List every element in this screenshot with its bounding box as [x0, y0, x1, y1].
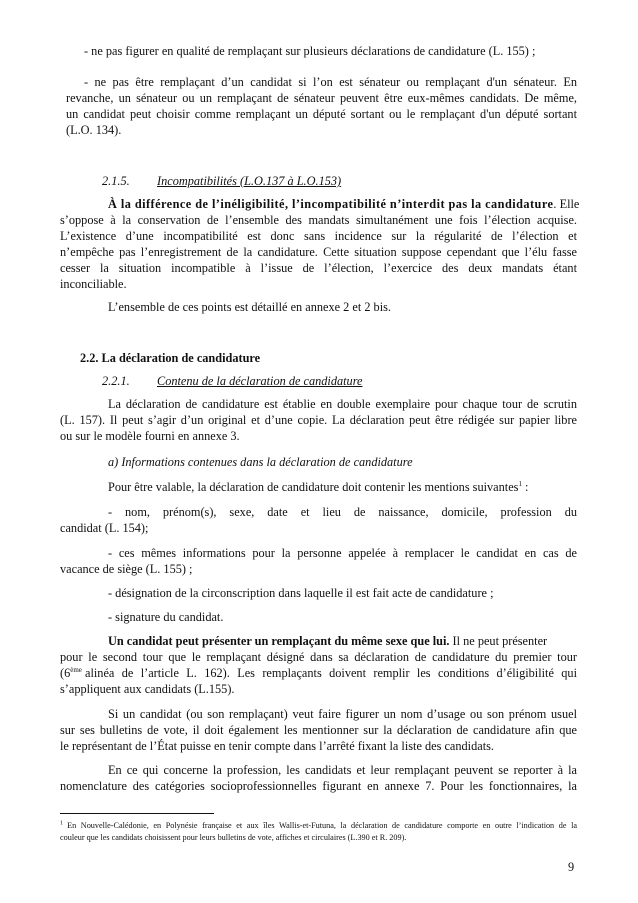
item-2-line-1: - ces mêmes informations pour la personne appelée à remplacer le candidat en cas de — [108, 546, 577, 560]
section-title-22: 2.2. La déclaration de candidature — [80, 351, 261, 365]
item-2-line-2: vacance de siège (L. 155) ; — [60, 562, 193, 576]
mentions-intro: Pour être valable, la déclaration de candidature doit contenir les mentions suivantes$^1$ : — [108, 479, 529, 494]
incompat-line-3: L’existence d’une incompatibilité est donc sans incidence sur la régularité de l’élection et — [60, 229, 577, 243]
item-3: - désignation de la circonscription dans laquelle il est fait acte de candidature ; — [108, 586, 494, 600]
bullet-senator-line-3: un candidat peut choisir comme remplaçant un député sortant ou le remplaçant d'un député sortant — [66, 107, 577, 121]
same-sex-line-2: pour le second tour que le remplaçant désigné dans sa déclaration de candidature du premier tour — [60, 650, 577, 664]
page-number: 9 — [568, 860, 575, 874]
footnote-line-2: couleur que les candidats choisissent pour leurs bulletins de vote, affiches et circulaires (L.390 et R. 209). — [60, 833, 407, 842]
annex-note: L’ensemble de ces points est détaillé en annexe 2 et 2 bis. — [108, 300, 391, 314]
profession-line-2: nomenclature des catégories socioprofessionnelles figurant en annexe 7. Pour les fonctionnaires, la — [60, 779, 577, 793]
footnote-line-1: $^1$ En Nouvelle-Calédonie, en Polynésie française et aux îles Wallis-et-Futuna, la déclaration de candidature comporte en outre l’indication de la — [60, 820, 577, 830]
decl-line-1: La déclaration de candidature est établie en double exemplaire pour chaque tour de scrutin — [108, 397, 577, 411]
bullet-senator-line-2: revanche, un sénateur ou un remplaçant de sénateur peuvent être eux-mêmes candidats. De même, — [66, 91, 577, 105]
bullet-replacement-multiple: - ne pas figurer en qualité de remplaçant sur plusieurs déclarations de candidature (L. 155) ; — [84, 44, 536, 58]
incompat-first-line: À la différence de l’inéligibilité, l’incompatibilité n’interdit pas la candidature. Elle — [108, 197, 580, 211]
section-number-215: 2.1.5. — [102, 174, 130, 188]
incompat-line-2: s’oppose à la conservation de l’ensemble des mandats simultanément une fois l’élection acquise. — [60, 213, 577, 227]
incompat-bold-lead: À la différence de l’inéligibilité, l’incompatibilité n’interdit pas la candidature — [108, 197, 554, 211]
footnote-separator — [60, 813, 214, 814]
item-4: - signature du candidat. — [108, 610, 224, 624]
usage-line-3: le représentant de l’État puisse en tenir compte dans l’arrêté fixant la liste des candidats. — [60, 739, 494, 753]
incompat-line-5: cesser la situation incompatible à l’issue de l’élection, l’exercice des deux mandats étant — [60, 261, 577, 275]
same-sex-first-line: Un candidat peut présenter un remplaçant du même sexe que lui. Il ne peut présenter — [108, 634, 548, 648]
footnote-ref-1: 1 — [518, 479, 522, 488]
incompat-line-6: inconciliable. — [60, 277, 127, 291]
profession-line-1: En ce qui concerne la profession, les candidats et leur remplaçant peuvent se reporter à la — [108, 763, 577, 777]
item-1-line-1: - nom, prénom(s), sexe, date et lieu de naissance, domicile, profession du — [108, 505, 577, 519]
section-title-215: Incompatibilités (L.O.137 à L.O.153) — [157, 174, 342, 188]
same-sex-bold: Un candidat peut présenter un remplaçant du même sexe que lui. — [108, 634, 450, 648]
item-1-line-2: candidat (L. 154); — [60, 521, 149, 535]
same-sex-line-3: (6ème alinéa de l’article L. 162). Les remplaçants doivent remplir les conditions d’éligibilité qui — [60, 665, 577, 680]
incompat-line-4: n’empêche pas l’enregistrement de la candidature. Cette situation suppose cependant que l’élu fasse — [60, 245, 577, 259]
bullet-senator-line-4: (L.O. 134). — [66, 123, 122, 137]
same-sex-line-4: s’appliquent aux candidats (L.155). — [60, 682, 235, 696]
section-title-221: Contenu de la déclaration de candidature — [157, 374, 363, 388]
usage-line-2: sur ses bulletins de vote, il doit également les mentionner sur la déclaration de candidature afin que — [60, 723, 577, 737]
decl-line-3: ou sur le modèle fourni en annexe 3. — [60, 429, 240, 443]
decl-line-2: (L. 157). Il peut s’agir d’un original et d’une copie. La déclaration peut être rédigée sur papier libre — [60, 413, 577, 427]
section-number-221: 2.2.1. — [102, 374, 130, 388]
subheading-a: a) Informations contenues dans la déclaration de candidature — [108, 455, 413, 469]
usage-line-1: Si un candidat (ou son remplaçant) veut faire figurer un nom d’usage ou son prénom usuel — [108, 707, 577, 721]
bullet-senator-line-1: - ne pas être remplaçant d’un candidat si l’on est sénateur ou remplaçant d'un sénateur. En — [84, 75, 577, 89]
